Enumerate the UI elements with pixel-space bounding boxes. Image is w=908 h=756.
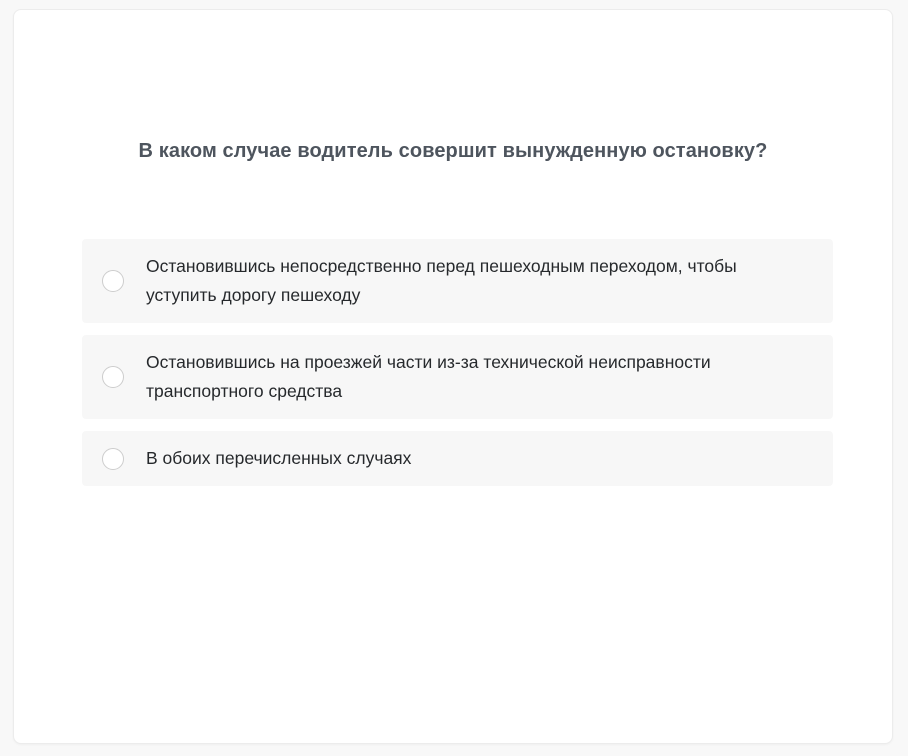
answer-options <box>82 239 833 486</box>
answer-option-label: Остановившись непосредственно перед пешеходным переходом, чтобы уступить дорогу пешеходу <box>146 256 737 305</box>
answer-option[interactable] <box>82 431 833 486</box>
answer-option[interactable] <box>82 335 833 419</box>
question-card <box>13 9 893 744</box>
answer-option-label: В обоих перечисленных случаях <box>146 448 412 468</box>
question-title: В каком случае водитель совершит вынужденную остановку? <box>138 140 768 162</box>
radio-button-icon[interactable] <box>102 366 124 388</box>
radio-button-icon[interactable] <box>102 270 124 292</box>
radio-button-icon[interactable] <box>102 448 124 470</box>
answer-option-label: Остановившись на проезжей части из-за технической неисправности транспортного средства <box>146 352 711 401</box>
answer-option[interactable] <box>82 239 833 323</box>
